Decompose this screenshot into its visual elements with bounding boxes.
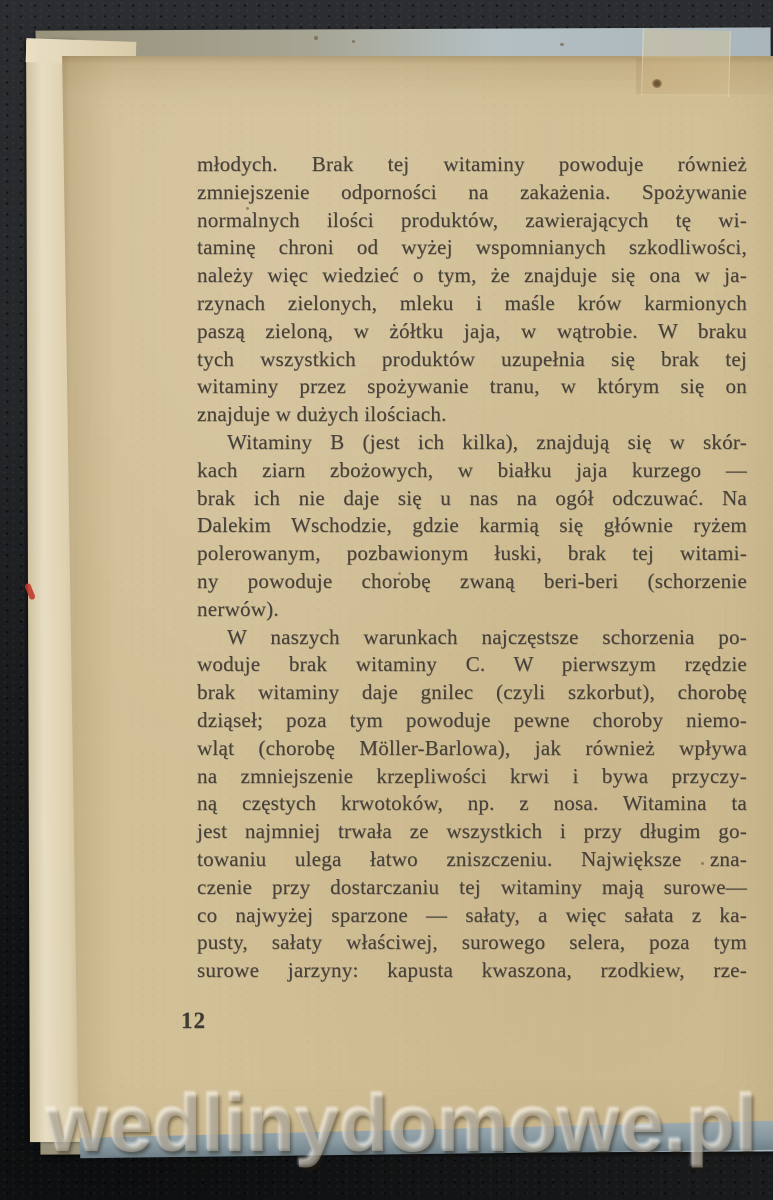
text-line: brak witaminy daje gnilec (czyli szkorbut), chorobę [197,680,747,705]
text-line: czenie przy dostarczaniu tej witaminy mają surowe— [197,874,747,899]
text-line: na zmniejszenie krzepliwości krwi i bywa przyczy- [197,763,747,788]
text-line: pusty, sałaty właściwej, surowego selera, poza tym [197,930,747,955]
text-line: nerwów). [197,596,279,621]
brown-smudge-stain [636,58,773,94]
text-line: dziąseł; poza tym powoduje pewne choroby niemo- [197,707,747,732]
text-line: młodych. Brak tej witaminy powoduje również [197,152,747,176]
dirt-speck [560,43,564,46]
text-line: Dalekim Wschodzie, gdzie karmią się głównie ryżem [197,513,747,538]
text-line: Witaminy B (jest ich kilka), znajdują się w skór- [227,429,747,454]
text-line: tych wszystkich produktów uzupełnia się brak tej [197,346,747,371]
watermark: wedlinydomowe.pl [46,1079,758,1168]
text-line: surowe jarzyny: kapusta kwaszona, rzodkiew, rze- [197,958,747,983]
text-line: brak ich nie daje się u nas na ogół odczuwać. Na [197,485,747,510]
text-line: należy więc wiedzieć o tym, że znajduje się ona w ja- [197,263,747,288]
text-line: ną częstych krwotoków, np. z nosa. Witamina ta [197,791,747,816]
page-number: 12 [181,1008,206,1033]
text-line: normalnych ilości produktów, zawierających tę wi- [197,207,747,232]
text-line: paszą zieloną, w żółtku jaja, w wątrobie. W braku [197,318,747,343]
text-line: kach ziarn zbożowych, w białku jaja kurzego — [197,457,747,482]
text-line: taminę chroni od wyżej wspomnianych szkodliwości, [197,235,747,260]
text-line: wląt (chorobę Möller-Barlowa), jak również wpływa [197,735,747,760]
text-block [197,151,747,985]
text-line: jest najmniej trwała ze wszystkich i przy długim go- [197,819,747,844]
text-line: witaminy przez spożywanie tranu, w którym się on [197,374,747,399]
text-line: znajduje w dużych ilościach. [197,402,447,427]
text-line: rzynach zielonych, mleku i maśle krów karmionych [197,290,747,315]
dark-spot-stain [652,79,662,88]
text-line: co najwyżej sparzone — sałaty, a więc sałata z ka- [197,902,747,927]
text-line: ny powoduje chorobę zwaną beri-beri (schorzenie [197,568,747,593]
text-line: zmniejszenie odporności na zakażenia. Spożywanie [197,179,747,204]
text-line: W naszych warunkach najczęstsze schorzenia po- [227,624,747,649]
text-line: towaniu ulega łatwo zniszczeniu. Największe zna- [197,846,747,871]
text-line: polerowanym, pozbawionym łuski, brak tej witami- [197,541,747,566]
text-line: woduje brak witaminy C. W pierwszym rzędzie [197,652,747,677]
dirt-speck [314,36,318,40]
dirt-speck [352,40,355,43]
